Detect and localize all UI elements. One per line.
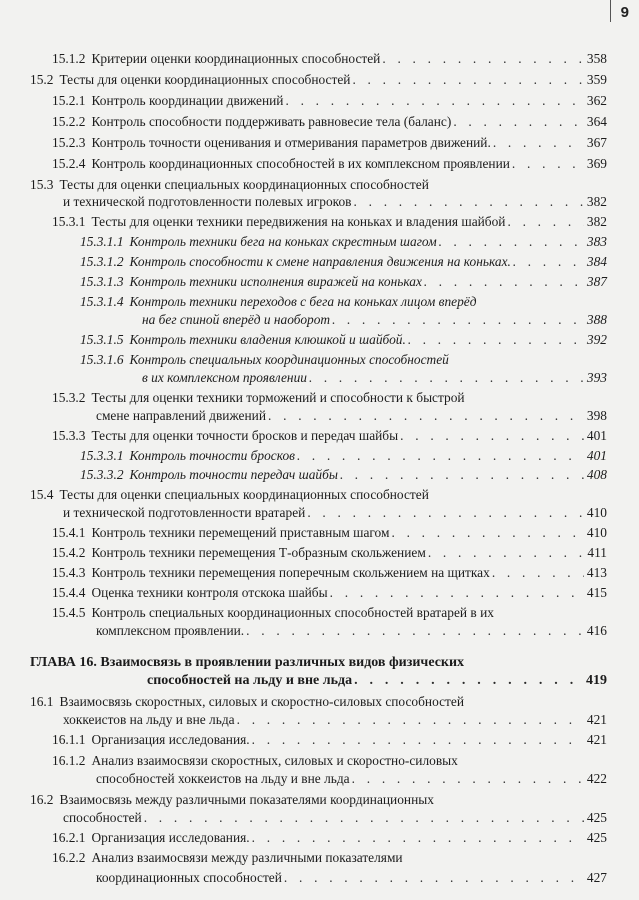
toc-entry-title: Контроль специальных координационных способностей — [129, 352, 449, 367]
toc-entry — [80, 331, 607, 349]
toc-entry-title: способностей хоккеистов на льду и вне льда — [96, 771, 350, 786]
toc-entry — [52, 604, 607, 622]
toc-entry-title: способностей — [63, 810, 142, 825]
toc-entry-title: Контроль техники исполнения виражей на коньках — [129, 274, 422, 289]
toc-entry-page: 427 — [586, 870, 607, 885]
toc-entry-number: 15.2.3 — [52, 135, 86, 150]
leader-dots — [391, 524, 583, 542]
toc-entry — [52, 92, 607, 110]
leader-dots — [252, 829, 584, 847]
leader-dots — [237, 711, 584, 729]
toc-entry-title: Контроль точности передач шайбы — [129, 467, 338, 482]
toc-entry-title: Организация исследования. — [91, 830, 250, 845]
toc-entry-page: 387 — [586, 274, 607, 289]
toc-entry — [80, 466, 607, 484]
toc-entry — [80, 253, 607, 271]
toc-entry — [52, 524, 607, 542]
toc-entry-title: Контроль специальных координационных способностей вратарей в их — [91, 605, 494, 620]
leader-dots — [354, 193, 584, 211]
toc-entry-page: 401 — [586, 448, 607, 463]
toc-entry-title: Контроль способности поддерживать равновесие тела (баланс) — [91, 114, 452, 129]
toc-entry-page: 401 — [586, 428, 607, 443]
toc-entry-page: 416 — [586, 623, 607, 638]
leader-dots — [284, 869, 584, 887]
toc-entry-page: 362 — [586, 93, 607, 108]
toc-entry-title: Контроль техники бега на коньках скрестным шагом — [129, 234, 437, 249]
toc-entry-title: Взаимосвязь между различными показателями координационных — [59, 792, 434, 807]
leader-dots — [424, 273, 584, 291]
toc-entry-number: 16.2.2 — [52, 850, 86, 865]
toc-entry-number: 15.2 — [30, 72, 54, 87]
toc-entry-number: 16.1.2 — [52, 753, 86, 768]
toc-entry-page: 358 — [586, 51, 607, 66]
toc-entry-continuation — [63, 504, 607, 522]
leader-dots — [453, 113, 584, 131]
toc-entry — [30, 791, 607, 809]
toc-entry-title: и технической подготовленности вратарей — [63, 505, 306, 520]
toc-entry-number: 15.3.3.2 — [80, 467, 124, 482]
toc-entry-page: 367 — [586, 135, 607, 150]
toc-entry-number: 15.3.1.4 — [80, 294, 124, 309]
toc-entry-title: Организация исследования. — [91, 732, 250, 747]
toc-entry-page: 364 — [586, 114, 607, 129]
toc-entry-page: 425 — [586, 830, 607, 845]
page-number: 9 — [620, 4, 629, 21]
toc-entry-title: смене направлений движений — [96, 408, 266, 423]
chapter-heading — [30, 654, 607, 672]
toc-entry — [52, 50, 607, 68]
toc-entry — [80, 293, 607, 311]
leader-dots — [297, 447, 584, 465]
toc-entry-continuation — [142, 369, 607, 387]
toc-entry-number: 15.3.1.1 — [80, 234, 124, 249]
toc-entry-number: 15.3.1.3 — [80, 274, 124, 289]
toc-entry — [80, 351, 607, 369]
toc-entry-number: 15.2.4 — [52, 156, 86, 171]
toc-entry-title: на бег спиной вперёд и наоборот — [142, 312, 331, 327]
leader-dots — [507, 213, 583, 231]
leader-dots — [352, 71, 583, 89]
toc-entry-page: 384 — [586, 254, 607, 269]
toc-entry-number: 15.4.1 — [52, 525, 86, 540]
toc-entry-continuation — [63, 193, 607, 211]
toc-entry-title: Контроль техники перемещения поперечным скольжением на щитках — [91, 565, 490, 580]
toc-entry-title: и технической подготовленности полевых игроков — [63, 194, 352, 209]
toc-entry-title: Контроль способности к смене направления движения на коньках. — [129, 254, 511, 269]
toc-entry-number: 15.4.3 — [52, 565, 86, 580]
toc-entry-title: Оценка техники контроля отскока шайбы — [91, 585, 328, 600]
toc-entry-continuation — [96, 869, 607, 887]
toc-entry — [52, 427, 607, 445]
leader-dots — [307, 504, 584, 522]
toc-entry-continuation — [96, 770, 607, 788]
toc-entry-number: 15.3.3 — [52, 428, 86, 443]
toc-entry-number: 16.1.1 — [52, 732, 86, 747]
toc-entry — [52, 829, 607, 847]
leader-dots — [512, 155, 584, 173]
leader-dots — [309, 369, 584, 387]
leader-dots — [340, 466, 584, 484]
leader-dots — [144, 809, 584, 827]
toc-entry-title: Тесты для оценки техники передвижения на коньках и владения шайбой — [91, 214, 506, 229]
toc-entry-continuation — [63, 809, 607, 827]
toc-entry-page: 408 — [586, 467, 607, 482]
toc-entry-continuation — [63, 711, 607, 729]
toc-entry — [52, 564, 607, 582]
toc-entry-number: 15.3.1.6 — [80, 352, 124, 367]
toc-entry — [80, 447, 607, 465]
toc-entry-title: Контроль техники перемещений приставным шагом — [91, 525, 390, 540]
toc-entry-continuation — [142, 311, 607, 329]
toc-entry-title: Тесты для оценки координационных способностей — [59, 72, 351, 87]
toc-entry-title: Контроль точности оценивания и отмеривания параметров движений. — [91, 135, 491, 150]
toc-entry-number: 15.1.2 — [52, 51, 86, 66]
leader-dots — [246, 622, 584, 640]
toc-entry-page: 393 — [586, 370, 607, 385]
toc-entry-number: 16.2.1 — [52, 830, 86, 845]
toc-entry — [52, 389, 607, 407]
toc-entry — [52, 752, 607, 770]
chapter-heading-continuation — [147, 672, 607, 690]
toc-entry — [30, 486, 607, 504]
toc-entry-title: в их комплексном проявлении — [142, 370, 307, 385]
toc-entry-number: 15.3 — [30, 177, 54, 192]
toc-entry-title: Критерии оценки координационных способностей — [91, 51, 381, 66]
leader-dots — [428, 544, 584, 562]
toc-entry — [30, 71, 607, 89]
leader-dots — [439, 233, 584, 251]
toc-entry-title: Контроль техники переходов с бега на коньках лицом вперёд — [129, 294, 477, 309]
leader-dots — [332, 311, 584, 329]
toc-entry-page: 411 — [587, 545, 607, 560]
leader-dots — [382, 50, 584, 68]
toc-entry-title: Контроль техники владения клюшкой и шайбой. — [129, 332, 406, 347]
chapter-title: способностей на льду и вне льда — [147, 673, 353, 688]
toc-entry-title: комплексном проявлении. — [96, 623, 245, 638]
toc-entry-title: Контроль координационных способностей в их комплексном проявлении — [91, 156, 510, 171]
toc-entry-page: 410 — [586, 505, 607, 520]
toc-entry — [52, 213, 607, 231]
toc-entry-page: 392 — [586, 332, 607, 347]
toc-entry — [52, 849, 607, 867]
toc-entry-title: Взаимосвязь скоростных, силовых и скоростно-силовых способностей — [59, 694, 465, 709]
toc-entry-title: Контроль координации движений — [91, 93, 284, 108]
toc-entry-number: 15.4 — [30, 487, 54, 502]
header-rule — [610, 0, 611, 22]
toc-entry-page: 422 — [586, 771, 607, 786]
leader-dots — [408, 331, 584, 349]
toc-entry — [52, 731, 607, 749]
toc-entry-title: хоккеистов на льду и вне льда — [63, 712, 235, 727]
toc-entry-page: 382 — [586, 194, 607, 209]
leader-dots — [354, 672, 583, 690]
toc-entry-page: 415 — [586, 585, 607, 600]
toc-entry-number: 15.3.1 — [52, 214, 86, 229]
toc-entry-title: Контроль точности бросков — [129, 448, 295, 463]
toc-entry-title: Тесты для оценки техники торможений и способности к быстрой — [91, 390, 465, 405]
toc-entry-page: 398 — [586, 408, 607, 423]
toc-entry-continuation — [96, 622, 607, 640]
toc-entry-page: 383 — [586, 234, 607, 249]
leader-dots — [330, 584, 584, 602]
toc-entry-number: 16.2 — [30, 792, 54, 807]
toc-entry — [52, 134, 607, 152]
toc-entry-number: 15.4.5 — [52, 605, 86, 620]
toc-entry — [52, 113, 607, 131]
toc-entry-number: 15.4.4 — [52, 585, 86, 600]
leader-dots — [492, 564, 584, 582]
toc-entry-page: 382 — [586, 214, 607, 229]
toc-entry-title: Анализ взаимосвязи скоростных, силовых и скоростно-силовых — [91, 753, 458, 768]
toc-entry-title: координационных способностей — [96, 870, 282, 885]
toc-entry — [52, 155, 607, 173]
toc-entry-page: 410 — [586, 525, 607, 540]
leader-dots — [252, 731, 584, 749]
toc-entry-number: 15.3.1.5 — [80, 332, 124, 347]
toc-entry-number: 15.3.2 — [52, 390, 86, 405]
leader-dots — [268, 407, 584, 425]
toc-entry-page: 369 — [586, 156, 607, 171]
leader-dots — [493, 134, 584, 152]
toc-entry-page: 421 — [586, 712, 607, 727]
toc-entry — [80, 233, 607, 251]
toc-entry-number: 16.1 — [30, 694, 54, 709]
chapter-title: ГЛАВА 16. Взаимосвязь в проявлении различных видов физических — [30, 655, 465, 670]
toc-entry-continuation — [96, 407, 607, 425]
leader-dots — [352, 770, 584, 788]
toc-entry — [30, 693, 607, 711]
toc-entry-page: 425 — [586, 810, 607, 825]
toc-entry-number: 15.2.2 — [52, 114, 86, 129]
toc-entry-number: 15.3.3.1 — [80, 448, 124, 463]
toc-entry-page: 359 — [586, 72, 607, 87]
leader-dots — [400, 427, 584, 445]
toc-entry-title: Тесты для оценки специальных координационных способностей — [59, 177, 429, 192]
toc-entry — [30, 176, 607, 194]
toc-entry-title: Тесты для оценки специальных координационных способностей — [59, 487, 429, 502]
toc-entry-page: 421 — [586, 732, 607, 747]
toc-entry-page: 413 — [586, 565, 607, 580]
toc-entry-number: 15.3.1.2 — [80, 254, 124, 269]
toc-entry — [52, 544, 607, 562]
toc-entry-number: 15.2.1 — [52, 93, 86, 108]
toc-entry-page: 388 — [586, 312, 607, 327]
leader-dots — [285, 92, 583, 110]
leader-dots — [513, 253, 584, 271]
toc-entry — [52, 584, 607, 602]
toc-entry — [80, 273, 607, 291]
toc-entry-title: Контроль техники перемещения Т-образным скольжением — [91, 545, 426, 560]
toc-entry-title: Анализ взаимосвязи между различными показателями — [91, 850, 403, 865]
toc-entry-page: 419 — [586, 673, 607, 688]
toc-entry-title: Тесты для оценки точности бросков и передач шайбы — [91, 428, 399, 443]
toc-entry-number: 15.4.2 — [52, 545, 86, 560]
